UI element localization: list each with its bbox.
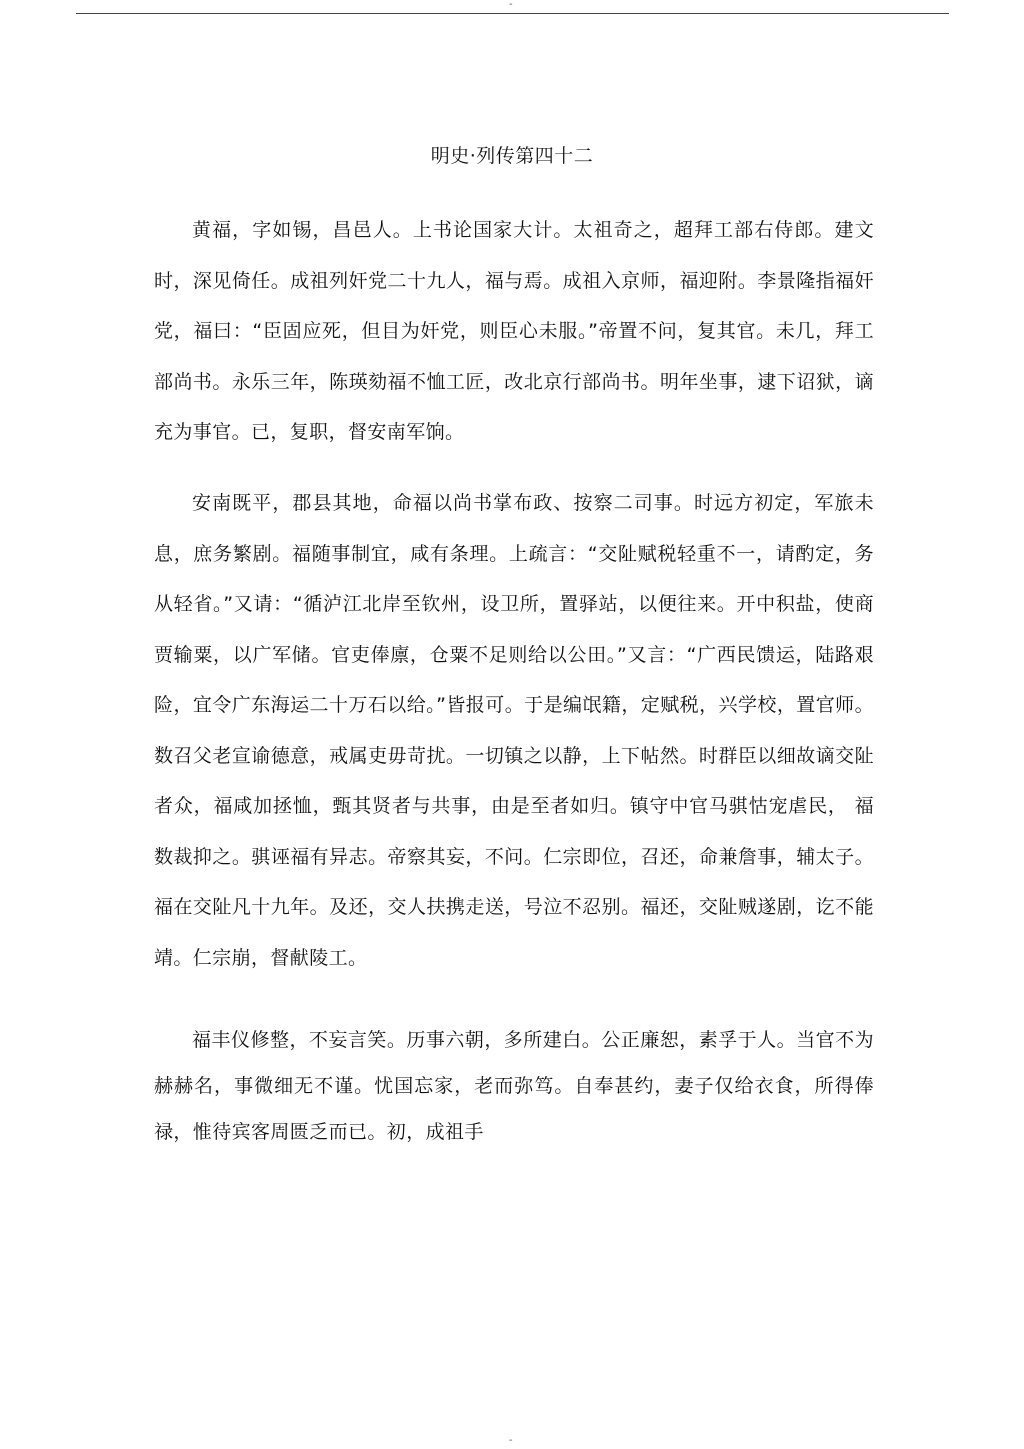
top-page-mark: - — [509, 0, 513, 10]
paragraph-2: 安南既平，郡县其地，命福以尚书掌布政、按察二司事。时远方初定，军旅未息，庶务繁剧。福随事制宜，咸有条理。上疏言：“交阯赋税轻重不一，请酌定，务从轻省。”又请：“循泸江北岸至钦州，设卫所，置驿站，以便往来。开中积盐，使商贾输粟，以广军储。官吏俸廪，仓粟不足则给以公田。”又言：“广西民馈运，陆路艰险，宜令广东海运二十万石以给。”皆报可。于是编氓籍，定赋税，兴学校，置官师。数召父老宣谕德意，戒属吏毋苛扰。一切镇之以静，上下帖然。时群臣以细故谪交阯者众，福咸加拯恤，甄其贤者与共事，由是至者如归。镇守中官马骐怙宠虐民， 福数裁抑之。骐诬福有异志。帝察其妄，不问。仁宗即位，召还，命兼詹事，辅太子。福在交阯凡十九年。及还，交人扶携走送，号泣不忍别。福还，交阯贼遂剧，讫不能靖。仁宗崩，督献陵工。 — [154, 492, 874, 969]
bottom-page-mark: - — [509, 1435, 513, 1446]
header-rule — [76, 13, 949, 14]
document-title: 明史·列传第四十二 — [430, 145, 594, 167]
paragraph-1: 黄福，字如锡，昌邑人。上书论国家大计。太祖奇之，超拜工部右侍郎。建文时，深见倚任。成祖列奸党二十九人，福与焉。成祖入京师，福迎附。李景隆指福奸党，福曰：“臣固应死，但目为奸党，则臣心未服。”帝置不问，复其官。未几，拜工部尚书。永乐三年，陈瑛劾福不恤工匠，改北京行部尚书。明年坐事，逮下诏狱，谪充为事官。已，复职，督安南军饷。 — [154, 219, 874, 443]
paragraph-3: 福丰仪修整，不妄言笑。历事六朝，多所建白。公正廉恕，素孚于人。当官不为赫赫名，事微细无不谨。忧国忘家，老而弥笃。自奉甚约，妻子仅给衣食，所得俸禄，惟待宾客周匮乏而已。初，成祖手 — [154, 1029, 874, 1143]
